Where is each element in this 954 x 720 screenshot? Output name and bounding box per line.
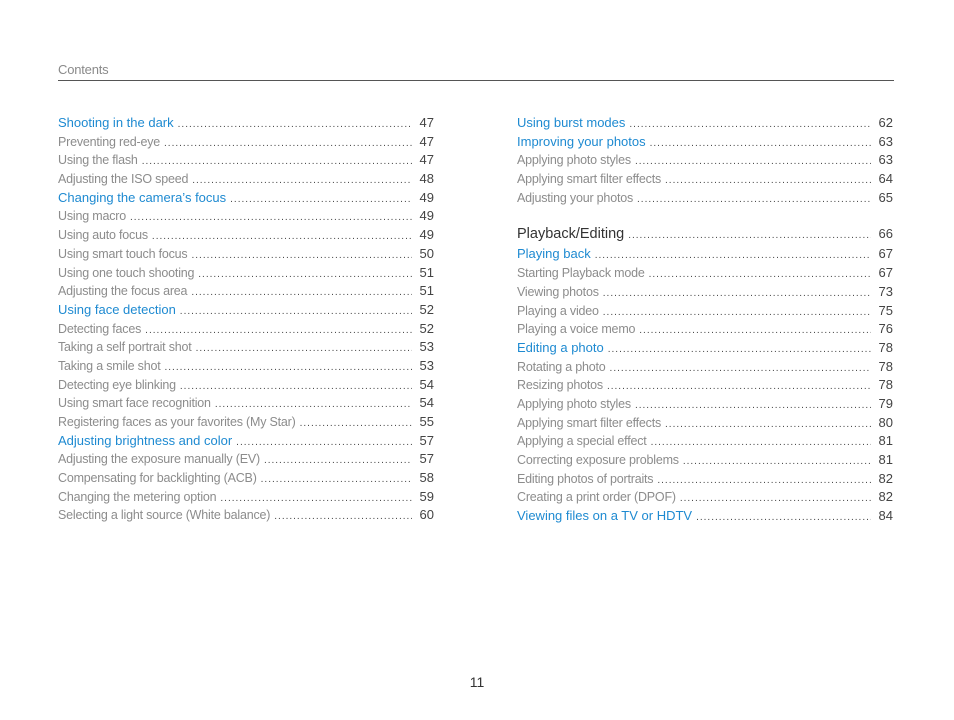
toc-entry-label: Resizing photos [517, 378, 603, 393]
toc-entry-page: 58 [419, 470, 434, 486]
toc-entry-sub [517, 432, 893, 451]
toc-entry-page: 48 [419, 171, 434, 187]
toc-entry-sub [58, 151, 434, 170]
dot-leader [696, 509, 870, 528]
toc-entry-label: Preventing red-eye [58, 134, 161, 149]
toc-entry-label: Compensating for backlighting (ACB) [58, 471, 257, 486]
dot-leader [665, 416, 871, 435]
toc-entry-section[interactable] [517, 133, 893, 152]
toc-entry-label: Viewing photos [517, 284, 599, 299]
toc-entry-sub [58, 394, 434, 413]
toc-entry-label: Adjusting the focus area [58, 284, 188, 299]
toc-entry-page: 75 [878, 302, 893, 318]
toc-entry-page: 54 [419, 376, 434, 392]
toc-entry-page: 51 [419, 264, 434, 280]
toc-entry-sub [58, 469, 434, 488]
toc-entry-sub [517, 189, 893, 208]
toc-entry-page: 52 [419, 301, 434, 317]
toc-entry-label: Editing photos of portraits [517, 471, 654, 486]
toc-entry-label: Using face detection [58, 301, 176, 317]
dot-leader [603, 304, 871, 323]
toc-entry-page: 78 [878, 339, 893, 355]
toc-entry-label: Using burst modes [517, 115, 626, 130]
toc-entry-section[interactable] [58, 432, 434, 451]
page-number: 11 [469, 674, 485, 690]
header-divider [58, 80, 894, 81]
toc-entry-label: Using the flash [58, 153, 138, 168]
dot-leader [610, 360, 871, 379]
toc-entry-label: Changing the metering option [58, 489, 217, 504]
toc-entry-page: 47 [419, 133, 434, 149]
toc-entry-sub [517, 264, 893, 283]
toc-entry-page: 47 [419, 115, 434, 130]
toc-entry-page: 52 [419, 320, 434, 336]
toc-entry-label: Using auto focus [58, 228, 148, 243]
toc-entry-label: Using smart face recognition [58, 396, 211, 411]
toc-entry-label: Adjusting the ISO speed [58, 172, 189, 187]
toc-entry-page: 66 [878, 226, 893, 242]
toc-entry-label: Using one touch shooting [58, 265, 195, 280]
toc-entry-page: 49 [419, 227, 434, 243]
toc-left-column [58, 114, 434, 525]
toc-entry-sub [517, 283, 893, 302]
toc-entry-sub [58, 413, 434, 432]
toc-entry-label: Playing a video [517, 303, 599, 318]
toc-entry-page: 79 [878, 395, 893, 411]
toc-entry-label: Registering faces as your favorites (My Star) [58, 415, 296, 429]
toc-entry-label: Applying smart filter effects [517, 172, 662, 187]
toc-entry-sub [58, 338, 434, 357]
dot-leader [264, 452, 412, 471]
toc-entry-sub [58, 226, 434, 245]
dot-leader [603, 285, 871, 304]
toc-entry-sub [517, 376, 893, 395]
toc-entry-label: Applying photo styles [517, 153, 631, 168]
toc-entry-label: Creating a print order (DPOF) [517, 490, 676, 505]
toc-entry-label: Adjusting your photos [517, 190, 634, 205]
dot-leader [180, 303, 412, 322]
dot-leader [164, 135, 412, 154]
toc-entry-sub [58, 264, 434, 283]
toc-entry-sub [58, 245, 434, 264]
dot-leader [657, 472, 870, 491]
toc-entry-label: Playback/Editing [517, 226, 625, 243]
toc-entry-section[interactable] [58, 114, 434, 133]
toc-entry-sub [58, 320, 434, 339]
toc-entry-page: 64 [878, 171, 893, 187]
toc-entry-page: 84 [878, 508, 893, 524]
toc-entry-page: 53 [419, 357, 434, 373]
toc-entry-label: Selecting a light source (White balance) [58, 508, 271, 523]
toc-entry-sub [517, 488, 893, 507]
toc-entry-label: Adjusting brightness and color [58, 432, 233, 448]
toc-entry-sub [58, 282, 434, 301]
toc-right-column [517, 114, 893, 526]
header-title: Contents [58, 62, 109, 77]
dot-leader [196, 340, 412, 359]
dot-leader [683, 453, 871, 472]
dot-leader [261, 471, 412, 490]
toc-entry-label: Taking a self portrait shot [58, 340, 192, 355]
dot-leader [650, 135, 871, 154]
toc-entry-sub [517, 395, 893, 414]
toc-entry-sub [517, 302, 893, 321]
toc-entry-page: 55 [419, 414, 434, 429]
toc-entry-page: 53 [419, 339, 434, 355]
toc-entry-page: 67 [878, 246, 893, 262]
toc-entry-label: Using macro [58, 209, 126, 224]
toc-entry-label: Correcting exposure problems [517, 453, 679, 467]
dot-leader [680, 490, 871, 509]
toc-entry-sub [58, 450, 434, 469]
toc-entry-label: Improving your photos [517, 133, 646, 149]
dot-leader [165, 359, 412, 378]
toc-entry-sub [517, 358, 893, 377]
dot-leader [651, 434, 871, 453]
toc-entry-label: Shooting in the dark [58, 115, 174, 130]
toc-entry-sub [517, 451, 893, 470]
toc-entry-sub [58, 133, 434, 152]
dot-leader [629, 116, 870, 135]
toc-entry-label: Detecting faces [58, 321, 142, 336]
toc-entry-section[interactable] [58, 189, 434, 208]
dot-leader [665, 172, 871, 191]
toc-entry-page: 78 [878, 358, 893, 374]
toc-entry-page: 82 [878, 470, 893, 486]
toc-entry-sub [517, 320, 893, 339]
toc-entry-page: 76 [878, 321, 893, 337]
toc-entry-page: 67 [878, 265, 893, 281]
toc-entry-sub [58, 170, 434, 189]
toc-entry-page: 73 [878, 283, 893, 299]
dot-leader [178, 116, 412, 135]
toc-entry-page: 63 [878, 133, 893, 149]
toc-entry-sub [58, 488, 434, 507]
toc-entry-label: Editing a photo [517, 339, 604, 355]
toc-entry-page: 50 [419, 245, 434, 261]
toc-entry-label: Using smart touch focus [58, 246, 188, 261]
toc-entry-page: 65 [878, 189, 893, 205]
toc-entry-page: 57 [419, 451, 434, 467]
toc-entry-page: 59 [419, 488, 434, 504]
toc-entry-label: Playing back [517, 246, 591, 262]
toc-entry-page: 78 [878, 377, 893, 393]
toc-entry-page: 60 [419, 507, 434, 523]
toc-entry-sub [58, 357, 434, 376]
toc-entry-page: 63 [878, 152, 893, 168]
dot-leader [300, 415, 412, 434]
toc-entry-page: 54 [419, 395, 434, 411]
toc-entry-sub [517, 151, 893, 170]
toc-entry-section[interactable] [517, 507, 893, 526]
toc-entry-label: Starting Playback mode [517, 266, 645, 281]
toc-entry-page: 81 [878, 452, 893, 467]
toc-entry-page: 57 [419, 432, 434, 448]
toc-entry-section[interactable] [58, 301, 434, 320]
dot-leader [130, 209, 412, 228]
toc-entry-page: 80 [878, 414, 893, 430]
dot-leader [635, 397, 871, 416]
dot-leader [607, 378, 871, 397]
toc-entry-sub [58, 376, 434, 395]
toc-entry-page: 51 [419, 283, 434, 299]
toc-entry-page: 62 [878, 115, 893, 130]
toc-entry-label: Applying a special effect [517, 434, 647, 449]
dot-leader [635, 153, 871, 172]
toc-entry-sub [517, 470, 893, 489]
toc-entry-label: Applying photo styles [517, 396, 631, 411]
toc-entry-label: Playing a voice memo [517, 322, 636, 337]
dot-leader [637, 191, 871, 210]
toc-entry-sub [58, 506, 434, 525]
toc-entry-label: Adjusting the exposure manually (EV) [58, 452, 260, 467]
toc-entry-label: Detecting eye blinking [58, 377, 176, 392]
dot-leader [628, 225, 870, 247]
toc-entry-section[interactable] [517, 245, 893, 264]
toc-entry-page: 47 [419, 152, 434, 168]
toc-entry-page: 49 [419, 189, 434, 205]
dot-leader [639, 322, 870, 341]
toc-entry-section[interactable] [517, 114, 893, 133]
dot-leader [191, 284, 411, 303]
toc-entry-page: 82 [878, 489, 893, 505]
dot-leader [274, 508, 411, 527]
toc-entry-label: Rotating a photo [517, 359, 606, 374]
toc-entry-section[interactable] [517, 339, 893, 358]
toc-entry-label: Taking a smile shot [58, 358, 161, 373]
dot-leader [608, 341, 871, 360]
toc-entry-sub [517, 414, 893, 433]
toc-entry-page: 49 [419, 208, 434, 224]
dot-leader [649, 266, 871, 285]
toc-entry-label: Viewing files on a TV or HDTV [517, 508, 693, 524]
dot-leader [191, 247, 411, 266]
dot-leader [198, 266, 411, 285]
toc-entry-sub [517, 170, 893, 189]
toc-entry-sub [58, 207, 434, 226]
toc-entry-chapter [517, 223, 893, 245]
dot-leader [230, 191, 411, 210]
toc-entry-label: Applying smart filter effects [517, 415, 662, 430]
toc-entry-page: 81 [878, 433, 893, 449]
toc-entry-label: Changing the camera’s focus [58, 189, 227, 205]
